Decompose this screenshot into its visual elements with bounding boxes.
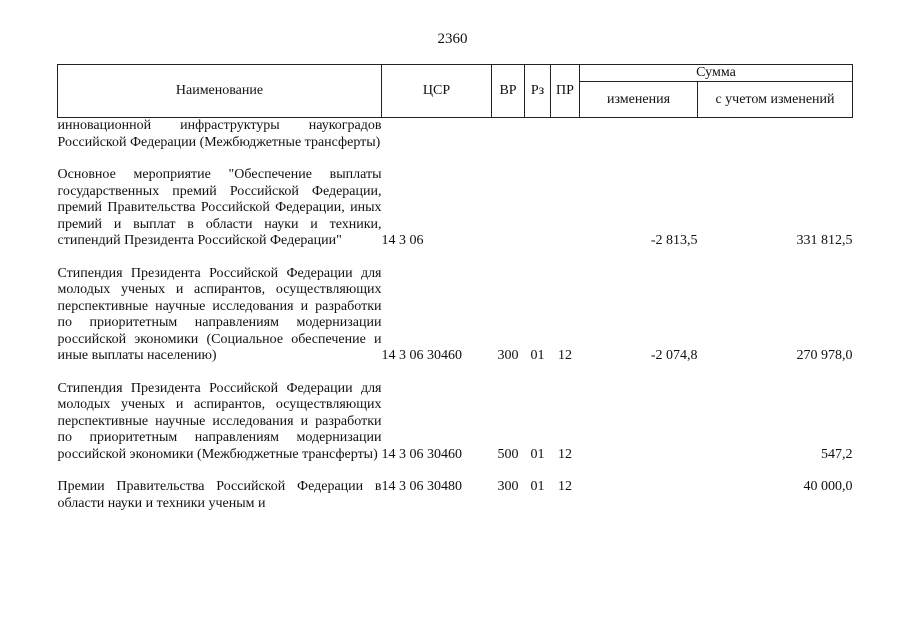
header-name: Наименование bbox=[58, 65, 382, 118]
row-vr: 300 bbox=[497, 348, 519, 363]
row-csr: 14 3 06 30460 bbox=[381, 348, 462, 363]
row-pr: 12 bbox=[558, 446, 572, 462]
row-total bbox=[698, 118, 853, 152]
row-rz: 01 bbox=[530, 348, 545, 363]
table-row bbox=[58, 381, 853, 464]
row-pr bbox=[551, 167, 580, 250]
row-pr: 12 bbox=[558, 479, 572, 494]
row-change bbox=[580, 118, 698, 152]
row-name: Стипендия Президента Российской Федерации для молодых ученых и аспирантов, осуществляющих перспективные научные исследования и разработки по приоритетным направлениям модернизации российской экономики (Межбюджетные трансферты) bbox=[57, 380, 382, 462]
row-change: -2 074,8 bbox=[650, 348, 698, 363]
row-vr bbox=[492, 118, 525, 152]
row-pr bbox=[551, 118, 580, 152]
row-rz bbox=[525, 118, 551, 152]
row-change: -2 813,5 bbox=[650, 233, 698, 248]
header-with-changes: с учетом изменений bbox=[698, 82, 853, 118]
row-csr bbox=[382, 118, 492, 152]
row-pr: 12 bbox=[558, 348, 572, 363]
row-csr: 14 3 06 bbox=[381, 233, 424, 248]
row-spacer bbox=[58, 151, 853, 167]
row-rz: 01 bbox=[530, 479, 545, 494]
header-vr: ВР bbox=[492, 65, 525, 118]
table-row bbox=[58, 479, 853, 512]
row-total: 40 000,0 bbox=[803, 479, 853, 494]
header-sum: Сумма bbox=[580, 65, 853, 82]
row-total: 547,2 bbox=[821, 446, 853, 462]
row-name: Стипендия Президента Российской Федерации для молодых ученых и аспирантов, осуществляющих перспективные научные исследования и разработки по приоритетным направлениям модернизации российской экономики (Социальное обеспечение и иные выплаты населению) bbox=[57, 265, 382, 363]
row-rz bbox=[525, 167, 551, 250]
row-name: инновационной инфраструктуры наукоградов Российской Федерации (Межбюджетные трансферты) bbox=[57, 118, 382, 150]
row-spacer bbox=[58, 365, 853, 381]
table-row bbox=[58, 118, 853, 152]
header-rz: Рз bbox=[525, 65, 551, 118]
row-spacer bbox=[58, 250, 853, 266]
row-csr: 14 3 06 30460 bbox=[381, 446, 462, 462]
row-csr: 14 3 06 30480 bbox=[381, 479, 462, 494]
row-vr bbox=[492, 167, 525, 250]
row-name: Премии Правительства Российской Федерации в области науки и техники ученым и bbox=[57, 479, 382, 511]
row-change bbox=[580, 381, 698, 464]
table-body bbox=[58, 118, 853, 513]
page-number: 2360 bbox=[437, 31, 468, 47]
header-pr: ПР bbox=[551, 65, 580, 118]
row-rz: 01 bbox=[530, 446, 545, 462]
row-change bbox=[580, 479, 698, 512]
header-change: изменения bbox=[580, 82, 698, 118]
header-csr: ЦСР bbox=[382, 65, 492, 118]
row-spacer bbox=[58, 463, 853, 479]
table-header bbox=[58, 65, 853, 118]
row-vr: 500 bbox=[497, 446, 519, 462]
row-name: Основное мероприятие "Обеспечение выплаты государственных премий Российской Федерации, премий Правительства Российской Федерации, иных премий и выплат в области науки и техники, стипендий Президента Российской Федерации" bbox=[57, 167, 382, 248]
budget-table bbox=[57, 64, 853, 512]
table-row bbox=[58, 167, 853, 250]
row-total: 270 978,0 bbox=[796, 348, 853, 363]
table-row bbox=[58, 266, 853, 365]
row-total: 331 812,5 bbox=[796, 233, 853, 248]
row-vr: 300 bbox=[497, 479, 519, 494]
